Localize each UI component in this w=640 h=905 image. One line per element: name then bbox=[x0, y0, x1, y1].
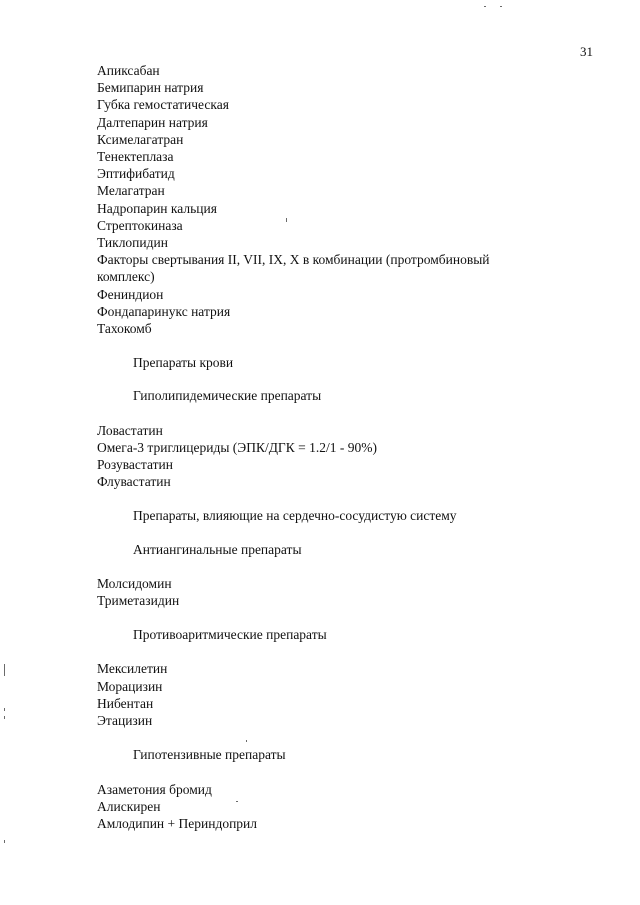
list-item: Омега-3 триглицериды (ЭПК/ДГК = 1.2/1 - 90%) bbox=[97, 439, 377, 455]
drug-list-content bbox=[97, 62, 593, 832]
list-item: Молсидомин bbox=[97, 575, 172, 591]
list-item: Губка гемостатическая bbox=[97, 97, 229, 113]
scan-speck bbox=[4, 708, 5, 711]
scan-speck bbox=[4, 840, 5, 843]
list-item: Розувастатин bbox=[97, 457, 173, 473]
scan-speck bbox=[500, 6, 502, 7]
list-item: Азаметония бромид bbox=[97, 781, 212, 797]
list-item: Далтепарин натрия bbox=[97, 114, 208, 130]
list-item: Нибентан bbox=[97, 695, 154, 711]
scan-speck bbox=[484, 6, 486, 7]
list-item: Флувастатин bbox=[97, 474, 171, 490]
list-item: Эптифибатид bbox=[97, 166, 175, 182]
list-item-factors-continuation: комплекс) bbox=[97, 269, 155, 285]
list-item: Стрептокиназа bbox=[97, 217, 183, 233]
list-item: Триметазидин bbox=[97, 593, 180, 609]
list-item: Фениндион bbox=[97, 286, 164, 302]
list-item: Тахокомб bbox=[97, 321, 152, 337]
list-item-factors: Факторы свертывания II, VII, IX, X в комбинации (протромбиновый bbox=[97, 252, 490, 268]
scan-speck bbox=[4, 716, 5, 719]
scan-speck bbox=[4, 664, 5, 676]
scan-speck bbox=[236, 801, 238, 802]
list-item: Фондапаринукс натрия bbox=[97, 303, 231, 319]
scan-speck bbox=[286, 218, 287, 222]
section-heading-lipid: Гиполипидемические препараты bbox=[133, 388, 322, 404]
list-item: Алискирен bbox=[97, 798, 161, 814]
list-item: Морацизин bbox=[97, 678, 163, 694]
list-item: Апиксабан bbox=[97, 63, 160, 78]
list-item: Мелагатран bbox=[97, 183, 165, 199]
list-item: Тиклопидин bbox=[97, 235, 168, 251]
scan-speck bbox=[246, 740, 247, 742]
section-heading-angina: Антиангинальные препараты bbox=[133, 541, 302, 557]
list-item: Этацизин bbox=[97, 713, 153, 729]
section-heading-hypotensive: Гипотензивные препараты bbox=[133, 747, 286, 763]
list-item: Надропарин кальция bbox=[97, 200, 217, 216]
section-heading-blood: Препараты крови bbox=[133, 355, 234, 371]
page-number: 31 bbox=[580, 44, 593, 59]
list-item: Бемипарин натрия bbox=[97, 80, 204, 96]
list-item: Мексилетин bbox=[97, 661, 168, 677]
list-item: Тенектеплаза bbox=[97, 149, 174, 165]
section-heading-arrhythmia: Противоаритмические препараты bbox=[133, 627, 327, 643]
section-heading-cardio: Препараты, влияющие на сердечно-сосудистую систему bbox=[133, 508, 457, 524]
list-item: Ловастатин bbox=[97, 422, 163, 438]
list-item: Амлодипин + Периндоприл bbox=[97, 815, 258, 831]
list-item: Ксимелагатран bbox=[97, 131, 184, 147]
